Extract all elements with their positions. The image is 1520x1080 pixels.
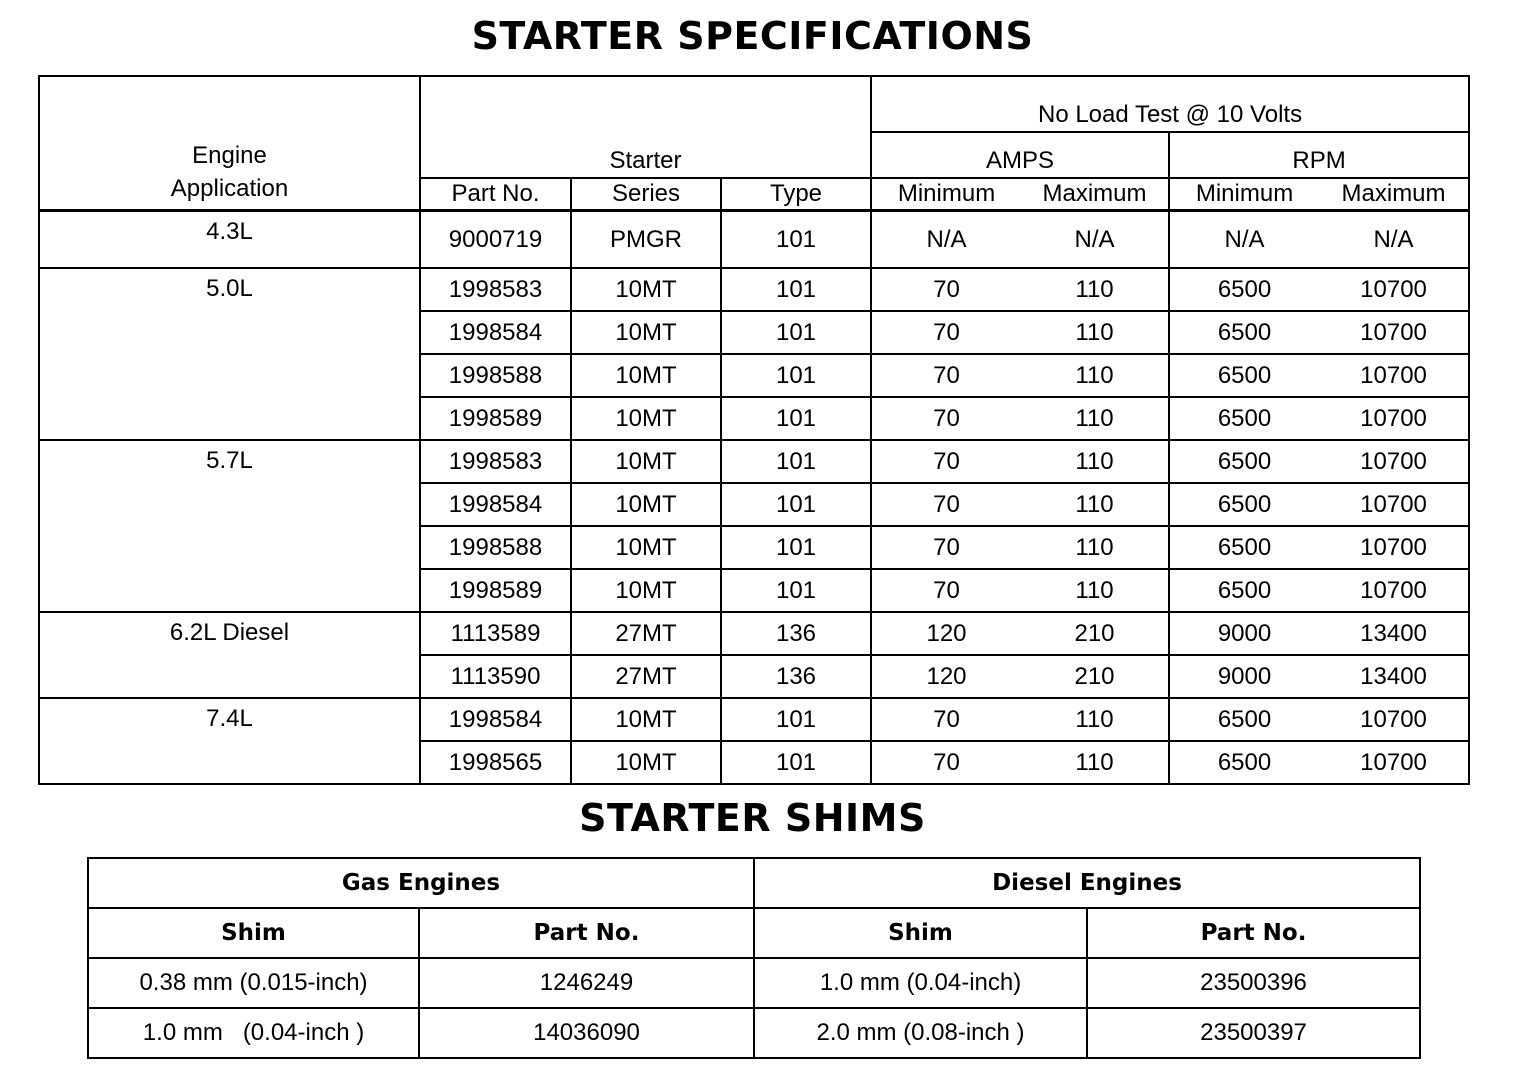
amps-maximum-header: Maximum [1042,180,1147,207]
rpm-header: RPM [1169,132,1469,178]
rpm-max-cell: 10700 [1319,440,1469,483]
type-cell: 101 [721,354,871,397]
amps-minimum-header: Minimum [871,178,1021,211]
amps-max-cell: 110 [1021,698,1169,741]
rpm-max-cell: 10700 [1319,311,1469,354]
series-cell: 10MT [571,526,721,569]
engine-application-cell: 5.0L [39,268,420,440]
gas-part-no-cell: 1246249 [419,958,754,1008]
rpm-max-cell: 10700 [1319,397,1469,440]
type-cell: 101 [721,440,871,483]
series-cell: 10MT [571,268,721,311]
rpm-min-cell: 6500 [1169,311,1319,354]
amps-max-cell: 110 [1021,397,1169,440]
engine-application-cell: 6.2L Diesel [39,612,420,698]
part-no-cell: 1113590 [420,655,571,698]
diesel-shim-header: Shim [754,908,1087,958]
rpm-max-cell: 10700 [1319,698,1469,741]
part-no-cell: 1998589 [420,569,571,612]
table-row [39,268,1469,311]
amps-max-cell: 110 [1021,483,1169,526]
part-no-cell: 1998565 [420,741,571,784]
table-row [88,1008,1420,1058]
rpm-max-cell: 10700 [1319,268,1469,311]
gas-shim-cell: 0.38 mm (0.015-inch) [88,958,419,1008]
diesel-part-no-cell: 23500396 [1087,958,1420,1008]
rpm-min-cell: 6500 [1169,440,1319,483]
part-no-cell: 1998584 [420,698,571,741]
amps-max-cell: 110 [1021,569,1169,612]
gas-shim-cell: 1.0 mm (0.04-inch ) [88,1008,419,1058]
amps-min-cell: 120 [871,655,1021,698]
amps-min-cell: 70 [871,569,1021,612]
rpm-min-cell: 6500 [1169,698,1319,741]
diesel-part-no-cell: 23500397 [1087,1008,1420,1058]
amps-min-cell: 70 [871,354,1021,397]
amps-max-cell: 110 [1021,526,1169,569]
rpm-min-cell: 6500 [1169,569,1319,612]
rpm-max-cell: 10700 [1319,569,1469,612]
type-cell: 101 [721,311,871,354]
amps-min-cell: 70 [871,440,1021,483]
rpm-min-cell: 6500 [1169,526,1319,569]
amps-max-cell: 110 [1021,311,1169,354]
amps-min-cell: 120 [871,612,1021,655]
series-cell: 27MT [571,612,721,655]
table-row [39,440,1469,483]
no-load-test-header: No Load Test @ 10 Volts [871,76,1469,132]
part-no-cell: 1998583 [420,440,571,483]
series-cell: 10MT [571,483,721,526]
diesel-part-no-header: Part No. [1087,908,1420,958]
table-row [39,612,1469,655]
part-no-cell: 1998588 [420,354,571,397]
type-header: Type [721,178,871,211]
starter-shims-table [87,857,1421,1059]
series-cell: 10MT [571,397,721,440]
starter-specifications-title: STARTER SPECIFICATIONS [471,14,1034,58]
diesel-shim-cell: 1.0 mm (0.04-inch) [754,958,1087,1008]
table-row [39,698,1469,741]
part-no-cell: 1998584 [420,311,571,354]
part-no-cell: 1998583 [420,268,571,311]
type-cell: 101 [721,483,871,526]
series-cell: 10MT [571,741,721,784]
amps-header: AMPS [871,132,1169,178]
part-no-cell: 1998589 [420,397,571,440]
amps-min-cell: 70 [871,741,1021,784]
amps-min-cell: 70 [871,397,1021,440]
amps-max-cell: N/A [1021,211,1169,269]
gas-part-no-header: Part No. [419,908,754,958]
rpm-min-cell: 6500 [1169,397,1319,440]
rpm-minimum-header: Minimum [1169,178,1319,211]
part-no-cell: 9000719 [420,211,571,269]
engine-application-header [39,76,420,211]
series-cell: 10MT [571,698,721,741]
table-row [39,211,1469,269]
engine-application-cell: 7.4L [39,698,420,784]
starter-shims-title: STARTER SHIMS [579,796,926,840]
rpm-max-cell: 10700 [1319,483,1469,526]
rpm-maximum-header: Maximum [1341,180,1446,207]
part-no-cell: 1998584 [420,483,571,526]
part-no-cell: 1113589 [420,612,571,655]
amps-min-cell: 70 [871,698,1021,741]
series-cell: 27MT [571,655,721,698]
rpm-min-cell: 6500 [1169,268,1319,311]
amps-min-cell: 70 [871,526,1021,569]
starter-header: Starter [420,76,871,178]
rpm-min-cell: 6500 [1169,741,1319,784]
amps-max-cell: 110 [1021,354,1169,397]
series-cell: 10MT [571,569,721,612]
series-cell: 10MT [571,354,721,397]
rpm-max-cell: 13400 [1319,612,1469,655]
starter-specifications-table [38,75,1470,785]
rpm-min-cell: 9000 [1169,655,1319,698]
part-no-header: Part No. [420,178,571,211]
engine-application-cell: 4.3L [39,211,420,269]
rpm-max-cell: 10700 [1319,741,1469,784]
amps-min-cell: N/A [871,211,1021,269]
diesel-engines-header: Diesel Engines [754,858,1420,908]
type-cell: 101 [721,569,871,612]
type-cell: 101 [721,741,871,784]
amps-min-cell: 70 [871,311,1021,354]
type-cell: 101 [721,698,871,741]
amps-max-cell: 110 [1021,741,1169,784]
series-header: Series [571,178,721,211]
engine-application-header-label: Engine Application [170,142,289,202]
gas-shim-header: Shim [88,908,419,958]
rpm-max-cell: 10700 [1319,354,1469,397]
type-cell: 101 [721,526,871,569]
diesel-shim-cell: 2.0 mm (0.08-inch ) [754,1008,1087,1058]
rpm-min-cell: 6500 [1169,354,1319,397]
rpm-min-cell: N/A [1169,211,1319,269]
type-cell: 101 [721,268,871,311]
gas-engines-header: Gas Engines [88,858,754,908]
type-cell: 101 [721,397,871,440]
rpm-max-cell: 10700 [1319,526,1469,569]
amps-max-cell: 210 [1021,655,1169,698]
amps-min-cell: 70 [871,483,1021,526]
gas-part-no-cell: 14036090 [419,1008,754,1058]
type-cell: 101 [721,211,871,269]
amps-max-cell: 210 [1021,612,1169,655]
amps-max-cell: 110 [1021,268,1169,311]
rpm-max-cell: 13400 [1319,655,1469,698]
engine-application-cell: 5.7L [39,440,420,612]
series-cell: 10MT [571,440,721,483]
series-cell: PMGR [571,211,721,269]
amps-min-cell: 70 [871,268,1021,311]
amps-max-cell: 110 [1021,440,1169,483]
part-no-cell: 1998588 [420,526,571,569]
rpm-max-cell: N/A [1319,211,1469,269]
rpm-min-cell: 9000 [1169,612,1319,655]
rpm-min-cell: 6500 [1169,483,1319,526]
table-row [88,958,1420,1008]
type-cell: 136 [721,655,871,698]
type-cell: 136 [721,612,871,655]
series-cell: 10MT [571,311,721,354]
